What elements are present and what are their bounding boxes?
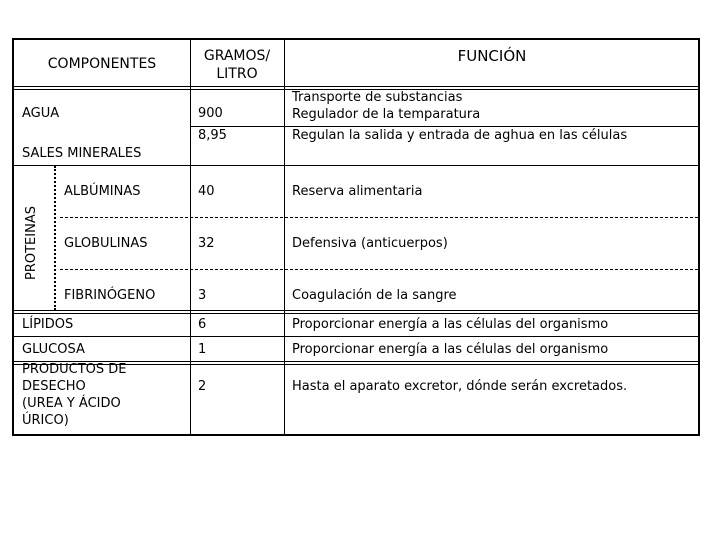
col-divider-1 (190, 40, 191, 434)
col-divider-2 (284, 40, 285, 434)
fibrinogeno-value: 3 (198, 288, 207, 303)
agua-sales-divider (190, 126, 698, 127)
lipidos-label: LÍPIDOS (22, 317, 74, 332)
protein-dash-2 (60, 269, 698, 270)
row-divider-glucosa (14, 336, 698, 337)
albuminas-func: Reserva alimentaria (292, 184, 423, 199)
row-divider-sales (14, 165, 698, 166)
globulinas-label: GLOBULINAS (64, 236, 148, 251)
row-divider-lipidos (14, 310, 698, 314)
header-componentes: COMPONENTES (47, 56, 157, 72)
header-funcion: FUNCIÓN (457, 47, 527, 65)
proteinas-separator (54, 166, 56, 310)
sales-func: Regulan la salida y entrada de aghua en las células (292, 128, 628, 143)
albuminas-label: ALBÚMINAS (64, 184, 141, 199)
desecho-label-line4: ÚRICO) (22, 413, 69, 428)
globulinas-value: 32 (198, 236, 215, 251)
agua-value: 900 (198, 106, 223, 121)
sales-label: SALES MINERALES (22, 146, 142, 161)
glucosa-value: 1 (198, 342, 207, 357)
agua-func-line1: Transporte de substancias (292, 90, 463, 105)
header-gramos-line2: LITRO (216, 66, 258, 82)
desecho-label-line3: (UREA Y ÁCIDO (22, 396, 121, 411)
fibrinogeno-label: FIBRINÓGENO (64, 288, 156, 303)
lipidos-func: Proporcionar energía a las células del organismo (292, 317, 609, 332)
protein-dash-1 (60, 217, 698, 218)
lipidos-value: 6 (198, 317, 207, 332)
albuminas-value: 40 (198, 184, 215, 199)
proteinas-label: PROTEINAS (24, 206, 39, 280)
agua-func-line2: Regulador de la temparatura (292, 107, 481, 122)
plasma-components-table (12, 38, 700, 436)
glucosa-func: Proporcionar energía a las células del organismo (292, 342, 609, 357)
desecho-value: 2 (198, 379, 207, 394)
desecho-label-line2: DESECHO (22, 379, 86, 394)
globulinas-func: Defensiva (anticuerpos) (292, 236, 448, 251)
glucosa-label: GLUCOSA (22, 342, 85, 357)
desecho-label-line1: PRODUCTOS DE (22, 362, 127, 377)
sales-value: 8,95 (198, 128, 227, 143)
fibrinogeno-func: Coagulación de la sangre (292, 288, 457, 303)
desecho-func: Hasta el aparato excretor, dónde serán excretados. (292, 379, 628, 394)
agua-label: AGUA (22, 106, 60, 121)
header-gramos-line1: GRAMOS/ (203, 48, 271, 64)
